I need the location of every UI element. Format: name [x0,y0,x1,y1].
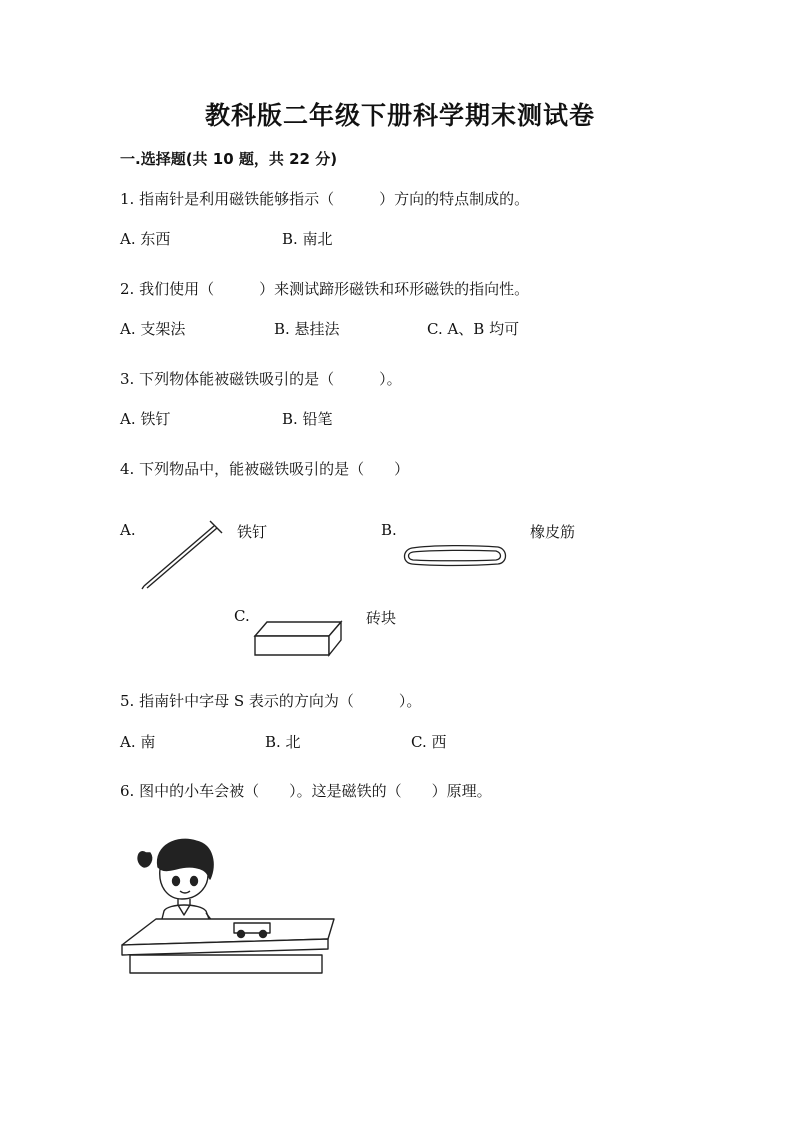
page-title: 教科版二年级下册科学期末测试卷 [204,101,595,130]
q2-option-b: B. 悬挂法 [274,320,340,338]
q2-option-a: A. 支架法 [120,320,186,338]
q4-option-b-letter: B. [381,521,397,539]
girl-with-car-illustration [120,835,336,975]
question-3-text: 3. 下列物体能被磁铁吸引的是（ ）。 [120,370,402,388]
question-4-text: 4. 下列物品中，能被磁铁吸引的是（ ） [120,460,410,478]
q3-option-a: A. 铁钉 [120,410,171,428]
question-5-text: 5. 指南针中字母 S 表示的方向为（ ）。 [120,692,422,710]
nail-icon [140,518,224,590]
q4-option-c-label: 砖块 [366,609,397,627]
q4-option-a-letter: A. [120,521,136,539]
q4-option-c-letter: C. [234,607,250,625]
q5-option-a: A. 南 [120,733,156,751]
q5-option-b: B. 北 [265,733,301,751]
rubber-band-icon [402,543,508,569]
q5-option-c: C. 西 [411,733,447,751]
q4-option-a-label: 铁钉 [237,523,268,541]
q2-option-c: C. A、B 均可 [427,320,520,338]
section-heading: 一.选择题(共 10 题，共 22 分) [120,150,338,168]
q3-option-b: B. 铅笔 [282,410,333,428]
q1-option-a: A. 东西 [120,230,171,248]
brick-icon [253,618,343,658]
question-6-text: 6. 图中的小车会被（ ）。这是磁铁的（ ）原理。 [120,782,492,800]
question-1-text: 1. 指南针是利用磁铁能够指示（ ）方向的特点制成的。 [120,190,530,208]
q1-option-b: B. 南北 [282,230,333,248]
question-2-text: 2. 我们使用（ ）来测试蹄形磁铁和环形磁铁的指向性。 [120,280,530,298]
q4-option-b-label: 橡皮筋 [530,523,576,541]
